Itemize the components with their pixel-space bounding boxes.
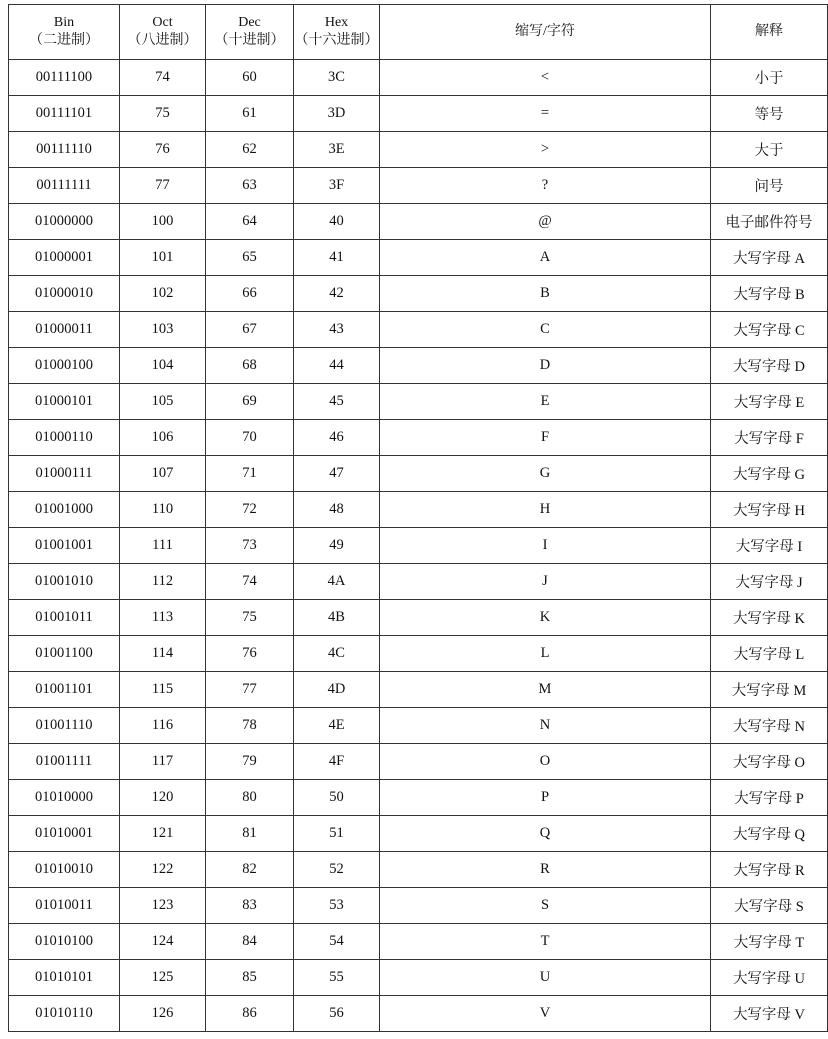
- bin-cell: 01001000: [9, 492, 120, 528]
- table-header-row: [9, 5, 828, 60]
- dec-cell: 83: [206, 888, 294, 924]
- bin-cell: 01000010: [9, 276, 120, 312]
- oct-cell: 74: [120, 60, 206, 96]
- header-hex: [294, 5, 380, 60]
- oct-cell: 115: [120, 672, 206, 708]
- desc-cell: 大写字母 P: [711, 780, 828, 816]
- char-cell: P: [380, 780, 711, 816]
- dec-cell: 69: [206, 384, 294, 420]
- table-row: [9, 888, 828, 924]
- bin-cell: 01010010: [9, 852, 120, 888]
- bin-cell: 01001101: [9, 672, 120, 708]
- bin-cell: 01010101: [9, 960, 120, 996]
- dec-cell: 81: [206, 816, 294, 852]
- char-cell: E: [380, 384, 711, 420]
- desc-cell: 大写字母 I: [711, 528, 828, 564]
- bin-cell: 01010001: [9, 816, 120, 852]
- table-row: [9, 672, 828, 708]
- bin-cell: 01010110: [9, 996, 120, 1032]
- dec-cell: 84: [206, 924, 294, 960]
- oct-cell: 114: [120, 636, 206, 672]
- char-cell: S: [380, 888, 711, 924]
- dec-cell: 85: [206, 960, 294, 996]
- table-row: [9, 996, 828, 1032]
- bin-cell: 01000000: [9, 204, 120, 240]
- oct-cell: 103: [120, 312, 206, 348]
- dec-cell: 70: [206, 420, 294, 456]
- desc-cell: 大写字母 G: [711, 456, 828, 492]
- desc-cell: 大写字母 U: [711, 960, 828, 996]
- bin-cell: 00111110: [9, 132, 120, 168]
- char-cell: >: [380, 132, 711, 168]
- table-row: [9, 924, 828, 960]
- dec-cell: 76: [206, 636, 294, 672]
- bin-cell: 01001100: [9, 636, 120, 672]
- char-cell: H: [380, 492, 711, 528]
- dec-cell: 68: [206, 348, 294, 384]
- desc-cell: 问号: [711, 168, 828, 204]
- ascii-code-table: [8, 4, 828, 1032]
- char-cell: B: [380, 276, 711, 312]
- oct-cell: 125: [120, 960, 206, 996]
- header-hex-main: Hex: [324, 15, 349, 30]
- table-row: [9, 744, 828, 780]
- hex-cell: 4F: [294, 744, 380, 780]
- oct-cell: 111: [120, 528, 206, 564]
- desc-cell: 大写字母 M: [711, 672, 828, 708]
- bin-cell: 01001111: [9, 744, 120, 780]
- hex-cell: 56: [294, 996, 380, 1032]
- char-cell: Q: [380, 816, 711, 852]
- hex-cell: 4B: [294, 600, 380, 636]
- oct-cell: 124: [120, 924, 206, 960]
- oct-cell: 107: [120, 456, 206, 492]
- oct-cell: 106: [120, 420, 206, 456]
- oct-cell: 120: [120, 780, 206, 816]
- hex-cell: 47: [294, 456, 380, 492]
- desc-cell: 大写字母 B: [711, 276, 828, 312]
- bin-cell: 01010100: [9, 924, 120, 960]
- char-cell: N: [380, 708, 711, 744]
- char-cell: O: [380, 744, 711, 780]
- table-row: [9, 780, 828, 816]
- char-cell: M: [380, 672, 711, 708]
- char-cell: T: [380, 924, 711, 960]
- table-row: [9, 600, 828, 636]
- bin-cell: 00111101: [9, 96, 120, 132]
- table-row: [9, 60, 828, 96]
- hex-cell: 41: [294, 240, 380, 276]
- char-cell: V: [380, 996, 711, 1032]
- desc-cell: 大写字母 E: [711, 384, 828, 420]
- char-cell: G: [380, 456, 711, 492]
- char-cell: ?: [380, 168, 711, 204]
- hex-cell: 3F: [294, 168, 380, 204]
- char-cell: C: [380, 312, 711, 348]
- dec-cell: 67: [206, 312, 294, 348]
- dec-cell: 75: [206, 600, 294, 636]
- bin-cell: 01001110: [9, 708, 120, 744]
- desc-cell: 大写字母 Q: [711, 816, 828, 852]
- header-bin-sub: （二进制）: [29, 33, 99, 48]
- desc-cell: 大写字母 H: [711, 492, 828, 528]
- char-cell: I: [380, 528, 711, 564]
- table-row: [9, 132, 828, 168]
- hex-cell: 44: [294, 348, 380, 384]
- bin-cell: 01001001: [9, 528, 120, 564]
- hex-cell: 4D: [294, 672, 380, 708]
- hex-cell: 40: [294, 204, 380, 240]
- oct-cell: 121: [120, 816, 206, 852]
- header-bin-main: Bin: [53, 15, 75, 30]
- oct-cell: 113: [120, 600, 206, 636]
- header-dec-sub: （十进制）: [214, 33, 285, 48]
- dec-cell: 77: [206, 672, 294, 708]
- char-cell: F: [380, 420, 711, 456]
- table-row: [9, 456, 828, 492]
- hex-cell: 54: [294, 924, 380, 960]
- hex-cell: 50: [294, 780, 380, 816]
- table-row: [9, 960, 828, 996]
- oct-cell: 105: [120, 384, 206, 420]
- hex-cell: 43: [294, 312, 380, 348]
- bin-cell: 01001010: [9, 564, 120, 600]
- hex-cell: 53: [294, 888, 380, 924]
- desc-cell: 大写字母 R: [711, 852, 828, 888]
- oct-cell: 110: [120, 492, 206, 528]
- oct-cell: 100: [120, 204, 206, 240]
- table-row: [9, 708, 828, 744]
- oct-cell: 123: [120, 888, 206, 924]
- bin-cell: 01010000: [9, 780, 120, 816]
- header-dec-main: Dec: [238, 15, 261, 30]
- hex-cell: 3C: [294, 60, 380, 96]
- table-row: [9, 168, 828, 204]
- bin-cell: 01000110: [9, 420, 120, 456]
- oct-cell: 126: [120, 996, 206, 1032]
- header-dec: [206, 5, 294, 60]
- bin-cell: 01000011: [9, 312, 120, 348]
- bin-cell: 01000111: [9, 456, 120, 492]
- oct-cell: 122: [120, 852, 206, 888]
- hex-cell: 4A: [294, 564, 380, 600]
- dec-cell: 60: [206, 60, 294, 96]
- char-cell: U: [380, 960, 711, 996]
- hex-cell: 4C: [294, 636, 380, 672]
- desc-cell: 大写字母 N: [711, 708, 828, 744]
- oct-cell: 112: [120, 564, 206, 600]
- dec-cell: 61: [206, 96, 294, 132]
- hex-cell: 4E: [294, 708, 380, 744]
- header-desc-main: 解释: [755, 24, 783, 39]
- oct-cell: 77: [120, 168, 206, 204]
- header-hex-sub: （十六进制）: [294, 33, 379, 48]
- dec-cell: 82: [206, 852, 294, 888]
- bin-cell: 01000001: [9, 240, 120, 276]
- oct-cell: 76: [120, 132, 206, 168]
- table-row: [9, 492, 828, 528]
- table-row: [9, 420, 828, 456]
- hex-cell: 48: [294, 492, 380, 528]
- char-cell: J: [380, 564, 711, 600]
- table-body: [9, 60, 828, 1032]
- char-cell: A: [380, 240, 711, 276]
- hex-cell: 51: [294, 816, 380, 852]
- char-cell: L: [380, 636, 711, 672]
- char-cell: @: [380, 204, 711, 240]
- bin-cell: 01001011: [9, 600, 120, 636]
- hex-cell: 46: [294, 420, 380, 456]
- header-char-main: 缩写/字符: [515, 24, 575, 39]
- header-desc: [711, 5, 828, 60]
- dec-cell: 73: [206, 528, 294, 564]
- dec-cell: 72: [206, 492, 294, 528]
- hex-cell: 52: [294, 852, 380, 888]
- desc-cell: 大写字母 J: [711, 564, 828, 600]
- desc-cell: 大写字母 C: [711, 312, 828, 348]
- oct-cell: 117: [120, 744, 206, 780]
- table-row: [9, 564, 828, 600]
- hex-cell: 42: [294, 276, 380, 312]
- header-oct-main: Oct: [152, 15, 173, 30]
- desc-cell: 大写字母 K: [711, 600, 828, 636]
- dec-cell: 63: [206, 168, 294, 204]
- header-oct-sub: （八进制）: [127, 33, 198, 48]
- hex-cell: 45: [294, 384, 380, 420]
- oct-cell: 75: [120, 96, 206, 132]
- desc-cell: 大写字母 D: [711, 348, 828, 384]
- dec-cell: 86: [206, 996, 294, 1032]
- desc-cell: 小于: [711, 60, 828, 96]
- dec-cell: 65: [206, 240, 294, 276]
- char-cell: R: [380, 852, 711, 888]
- table-row: [9, 348, 828, 384]
- dec-cell: 64: [206, 204, 294, 240]
- header-bin: [9, 5, 120, 60]
- table-row: [9, 816, 828, 852]
- table-row: [9, 852, 828, 888]
- dec-cell: 71: [206, 456, 294, 492]
- dec-cell: 80: [206, 780, 294, 816]
- hex-cell: 3E: [294, 132, 380, 168]
- desc-cell: 大写字母 T: [711, 924, 828, 960]
- table-row: [9, 276, 828, 312]
- char-cell: D: [380, 348, 711, 384]
- desc-cell: 大于: [711, 132, 828, 168]
- hex-cell: 55: [294, 960, 380, 996]
- bin-cell: 00111100: [9, 60, 120, 96]
- table-row: [9, 636, 828, 672]
- dec-cell: 66: [206, 276, 294, 312]
- desc-cell: 电子邮件符号: [711, 204, 828, 240]
- desc-cell: 大写字母 F: [711, 420, 828, 456]
- table-row: [9, 96, 828, 132]
- bin-cell: 01000100: [9, 348, 120, 384]
- hex-cell: 49: [294, 528, 380, 564]
- desc-cell: 等号: [711, 96, 828, 132]
- dec-cell: 79: [206, 744, 294, 780]
- char-cell: <: [380, 60, 711, 96]
- char-cell: =: [380, 96, 711, 132]
- table-row: [9, 204, 828, 240]
- oct-cell: 116: [120, 708, 206, 744]
- hex-cell: 3D: [294, 96, 380, 132]
- bin-cell: 01000101: [9, 384, 120, 420]
- dec-cell: 74: [206, 564, 294, 600]
- table-row: [9, 312, 828, 348]
- table-row: [9, 384, 828, 420]
- desc-cell: 大写字母 S: [711, 888, 828, 924]
- desc-cell: 大写字母 O: [711, 744, 828, 780]
- table-row: [9, 528, 828, 564]
- dec-cell: 78: [206, 708, 294, 744]
- oct-cell: 101: [120, 240, 206, 276]
- desc-cell: 大写字母 L: [711, 636, 828, 672]
- header-oct: [120, 5, 206, 60]
- table-row: [9, 240, 828, 276]
- dec-cell: 62: [206, 132, 294, 168]
- bin-cell: 00111111: [9, 168, 120, 204]
- desc-cell: 大写字母 V: [711, 996, 828, 1032]
- desc-cell: 大写字母 A: [711, 240, 828, 276]
- oct-cell: 102: [120, 276, 206, 312]
- header-char: [380, 5, 711, 60]
- char-cell: K: [380, 600, 711, 636]
- oct-cell: 104: [120, 348, 206, 384]
- bin-cell: 01010011: [9, 888, 120, 924]
